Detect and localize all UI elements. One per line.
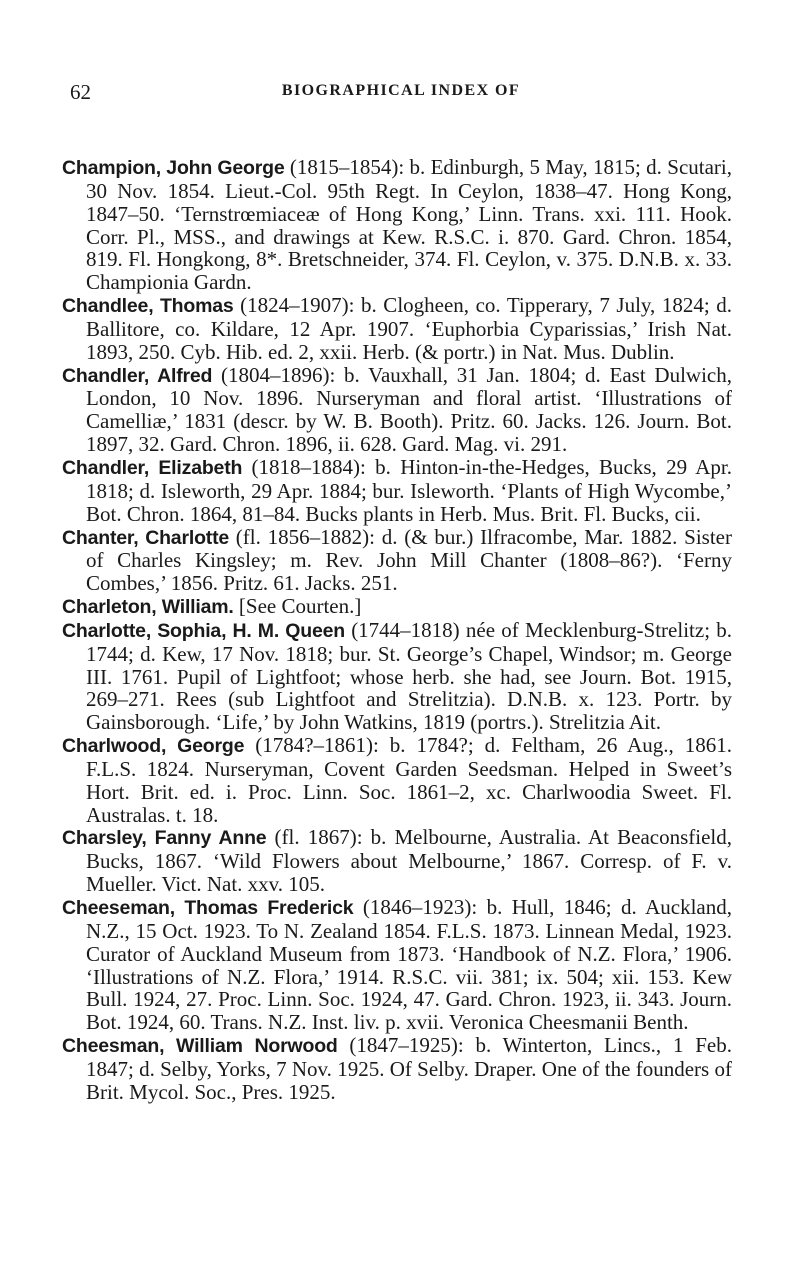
index-entry [62,896,732,1034]
entry-name: Cheesman, William Norwood [62,1035,338,1058]
entry-text: (fl. 1867): b. Melbourne, Australia. At Beaconsfield, Bucks, 1867. ‘Wild Flowers about Melbourne,’ 1867. Corresp. of F. v. Mueller. Vict. Nat. xxv. 105. [86,825,732,897]
entry-text: (1804–1896): b. Vauxhall, 31 Jan. 1804; d. East Dulwich, London, 10 Nov. 1896. Nurseryman and floral artist. ‘Illustrations of Camelliæ,’ 1831 (descr. by W. B. Booth). Pritz. 60. Jacks. 126. Journ. Bot. 1897, 32. Gard. Chron. 1896, ii. 628. Gard. Mag. vi. 291. [86,362,732,457]
entry-name: Chandlee, Thomas [62,295,234,318]
entry-name: Chandler, Elizabeth [62,456,243,479]
entry-text: (fl. 1856–1882): d. (& bur.) Ilfracombe, Mar. 1882. Sister of Charles Kingsley; m. Rev. John Mill Chanter (1808–86?). ‘Ferny Combes,’ 1856. Pritz. 61. Jacks. 251. [86,524,732,596]
index-entry [62,294,732,364]
running-title: BIOGRAPHICAL INDEX OF [281,82,521,99]
entry-text: (1815–1854): b. Edinburgh, 5 May, 1815; d. Scutari, 30 Nov. 1854. Lieut.-Col. 95th Regt. In Ceylon, 1838–47. Hong Kong, 1847–50. ‘Ternstrœmiaceæ of Hong Kong,’ Linn. Trans. xxi. 111. Hook. Corr. Pl., MSS., and drawings at Kew. R.S.C. i. 870. Gard. Chron. 1854, 819. Fl. Hongkong, 8*. Bretschneider, 374. Fl. Ceylon, v. 375. D.N.B. x. 33. Championia Gardn. [86,155,732,295]
entry-name: Chanter, Charlotte [62,526,230,549]
index-entry [62,734,732,826]
entry-name: Cheeseman, Thomas Frederick [62,897,354,919]
index-entry [62,526,732,596]
page-number: 62 [70,80,91,104]
entry-text: (1846–1923): b. Hull, 1846; d. Auckland, N.Z., 15 Oct. 1923. To N. Zealand 1854. F.L.S. 1873. Linnean Medal, 1923. Curator of Auckland Museum from 1873. ‘Handbook of N.Z. Flora,’ 1906. ‘Illustrations of N.Z. Flora,’ 1914. R.S.C. vii. 381; ix. 504; xii. 153. Kew Bull. 1924, 27. Proc. Linn. Soc. 1924, 47. Gard. Chron. 1923, ii. 343. Journ. Bot. 1924, 60. Trans. N.Z. Inst. liv. p. xvii. Veronica Cheesmanii Benth. [86,895,732,1035]
entry-text: (1744–1818) née of Mecklenburg-Strelitz; b. 1744; d. Kew, 17 Nov. 1818; bur. St. George’s Chapel, Windsor; m. George III. 1761. Pupil of Lightfoot; whose herb. she had, see Journ. Bot. 1915, 269–271. Rees (sub Lightfoot and Strelitzia). D.N.B. x. 123. Portr. by Gainsborough. ‘Life,’ by John Watkins, 1819 (portrs.). Strelitzia Ait. [86,617,732,735]
entry-text: (1847–1925): b. Winterton, Lincs., 1 Feb. 1847; d. Selby, Yorks, 7 Nov. 1925. Of Selby. Draper. One of the founders of Brit. Mycol. Soc., Pres. 1925. [86,1033,732,1104]
index-entry [62,1034,732,1104]
index-entry [62,456,732,526]
index-entry [62,595,732,619]
entry-name: Chandler, Alfred [62,364,213,387]
entry-name: Charsley, Fanny Anne [62,827,267,850]
entry-name: Champion, John George [62,157,285,179]
entry-name: Charlwood, George [62,735,245,758]
entry-name: Charlotte, Sophia, H. M. Queen [62,619,345,642]
index-entry [62,156,732,294]
entry-text: (1818–1884): b. Hinton-in-the-Hedges, Bucks, 29 Apr. 1818; d. Isleworth, 29 Apr. 1884; bur. Isleworth. ‘Plants of High Wycombe,’ Bot. Chron. 1864, 81–84. Bucks plants in Herb. Mus. Brit. Fl. Bucks, cii. [86,454,733,526]
entry-text: (1824–1907): b. Clogheen, co. Tipperary, 7 July, 1824; d. Ballitore, co. Kildare, 12 Apr. 1907. ‘Euphorbia Cyparissias,’ Irish Nat. 1893, 250. Cyb. Hib. ed. 2, xxii. Herb. (& portr.) in Nat. Mus. Dublin. [86,293,732,364]
index-entry [62,364,732,456]
running-header [70,80,732,110]
entry-text: (1784?–1861): b. 1784?; d. Feltham, 26 Aug., 1861. F.L.S. 1824. Nurseryman, Covent Garden Seedsman. Helped in Sweet’s Hort. Brit. ed. i. Proc. Linn. Soc. 1861–2, xc. Charlwoodia Sweet. Fl. Australas. t. 18. [86,733,732,827]
index-entries [62,156,732,1104]
entry-name: Charleton, William. [62,596,234,619]
index-entry [62,619,732,734]
index-entry [62,826,732,896]
entry-text: [See Courten.] [233,594,362,619]
